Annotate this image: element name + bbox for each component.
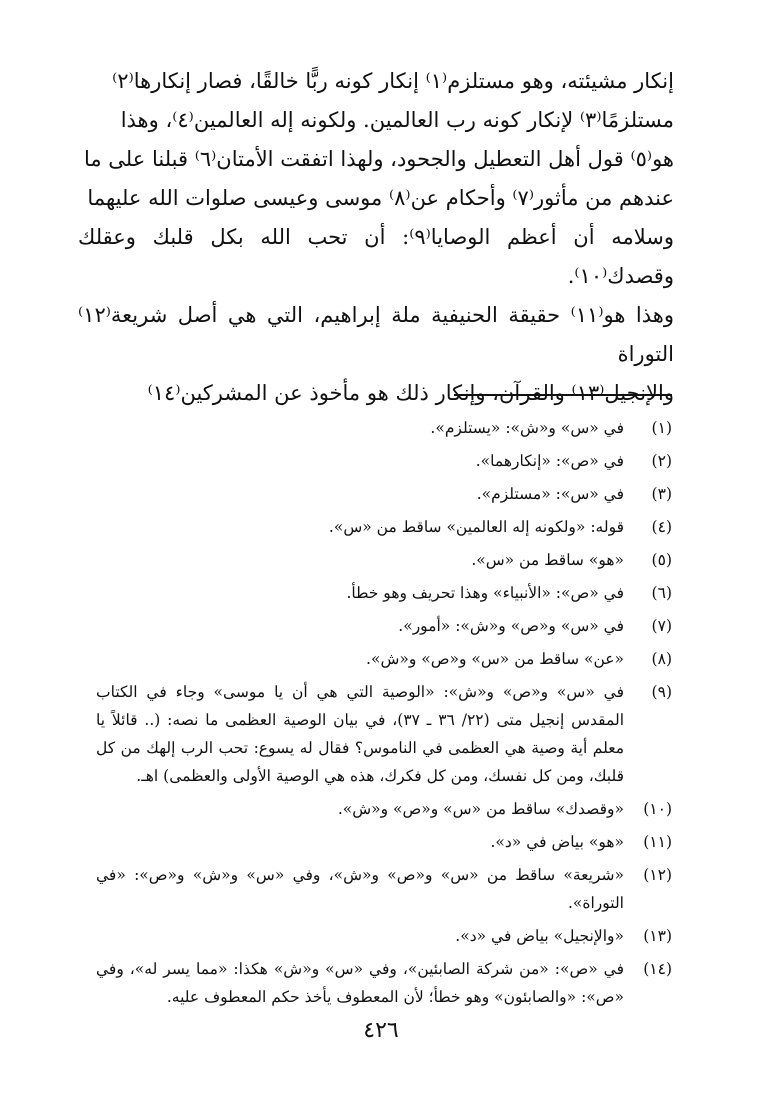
footnote-item: [96, 955, 672, 1011]
footnote-item: [96, 513, 672, 541]
body-line: والإنجيل⁽١٣⁾ والقرآن، وإنكار ذلك هو مأخوذ عن المشركين⁽١٤⁾: [147, 381, 674, 405]
footnote-item: [96, 861, 672, 917]
footnote-text: في «س»: «مستلزم».: [476, 485, 624, 503]
footnote-number: (١): [651, 419, 672, 437]
footnote-number: (٤): [651, 518, 672, 536]
footnote-number: (١١): [643, 833, 672, 851]
page-number: ٤٢٦: [363, 1018, 399, 1043]
footnote-number: (٥): [651, 551, 672, 569]
footnote-number: (١٣): [643, 927, 672, 945]
footnote-text: «شريعة» ساقط من «س» و«ص» و«ش»، وفي «س» و«ش» و«ص»: «في التوراة».: [96, 866, 624, 912]
footnote-text: في «ص»: «إنكارهما».: [475, 452, 624, 470]
body-line: إنكار مشيئته، وهو مستلزم⁽١⁾ إنكار كونه ربًّا خالقًا، فصار إنكارها⁽٢⁾: [112, 69, 674, 93]
main-text: [78, 62, 674, 413]
footnote-text: «هو» ساقط من «س».: [471, 551, 624, 569]
footnote-item: [96, 645, 672, 673]
footnote-number: (٨): [651, 650, 672, 668]
footnote-number: (٢): [651, 452, 672, 470]
body-line: عندهم من مأثور⁽٧⁾ وأحكام عن⁽٨⁾ موسى وعيسى صلوات الله عليهما: [87, 186, 674, 210]
footnote-number: (١٠): [643, 800, 672, 818]
footnote-text: «عن» ساقط من «س» و«ص» و«ش».: [366, 650, 624, 668]
footnote-item: [96, 612, 672, 640]
footnote-text: قوله: «ولكونه إله العالمين» ساقط من «س».: [328, 518, 624, 536]
footnote-item: [96, 546, 672, 574]
footnote-text: «هو» بياض في «د».: [490, 833, 624, 851]
footnote-item: [96, 414, 672, 442]
footnote-separator: [454, 394, 672, 396]
footnote-number: (٧): [651, 617, 672, 635]
body-line: مستلزمًا⁽٣⁾ لإنكار كونه رب العالمين. ولكونه إله العالمين⁽٤⁾، وهذا: [120, 108, 674, 132]
body-line: وهذا هو⁽١١⁾ حقيقة الحنيفية ملة إبراهيم، التي هي أصل شريعة⁽١٢⁾ التوراة: [78, 303, 674, 366]
footnote-item: [96, 828, 672, 856]
footnote-number: (٦): [651, 584, 672, 602]
footnote-number: (١٢): [643, 866, 672, 884]
footnote-text: في «س» و«ش»: «يستلزم».: [430, 419, 624, 437]
footnotes: [96, 414, 672, 1016]
footnote-number: (١٤): [643, 960, 672, 978]
footnote-item: [96, 447, 672, 475]
body-line: هو⁽٥⁾ قول أهل التعطيل والجحود، ولهذا اتفقت الأمتان⁽٦⁾ قبلنا على ما: [83, 147, 674, 171]
footnote-item: [96, 579, 672, 607]
footnote-item: [96, 678, 672, 790]
footnote-text: في «س» و«ص» و«ش»: «أمور».: [398, 617, 624, 635]
footnote-item: [96, 480, 672, 508]
footnote-number: (٩): [651, 683, 672, 701]
footnote-item: [96, 795, 672, 823]
footnote-text: «والإنجيل» بياض في «د».: [455, 927, 624, 945]
footnote-number: (٣): [651, 485, 672, 503]
footnote-text: في «ص»: «من شركة الصابئين»، وفي «س» و«ش» هكذا: «مما يسر له»، وفي «ص»: «والصابئون» وهو خطأ؛ لأن المعطوف يأخذ حكم المعطوف عليه.: [96, 960, 624, 1006]
body-line: وسلامه أن أعظم الوصايا⁽٩⁾: أن تحب الله بكل قلبك وعقلك وقصدك⁽١٠⁾.: [78, 225, 674, 288]
footnote-text: في «س» و«ص» و«ش»: «الوصية التي هي أن يا موسى» وجاء في الكتاب المقدس إنجيل متى (٢٢/ ٣٦ ـ ٣٧)، في بيان الوصية العظمى ما نصه: (.. قائلاً يا معلم أية وصية هي العظمى في الناموس؟ فقال له يسوع: تحب الرب إلهك من كل قلبك، ومن كل نفسك، ومن كل فكرك، هذه هي الوصية الأولى والعظمى) اهـ.: [96, 683, 624, 785]
footnote-text: في «ص»: «الأنبياء» وهذا تحريف وهو خطأ.: [346, 584, 624, 602]
footnote-text: «وقصدك» ساقط من «س» و«ص» و«ش».: [337, 800, 624, 818]
footnote-item: [96, 922, 672, 950]
